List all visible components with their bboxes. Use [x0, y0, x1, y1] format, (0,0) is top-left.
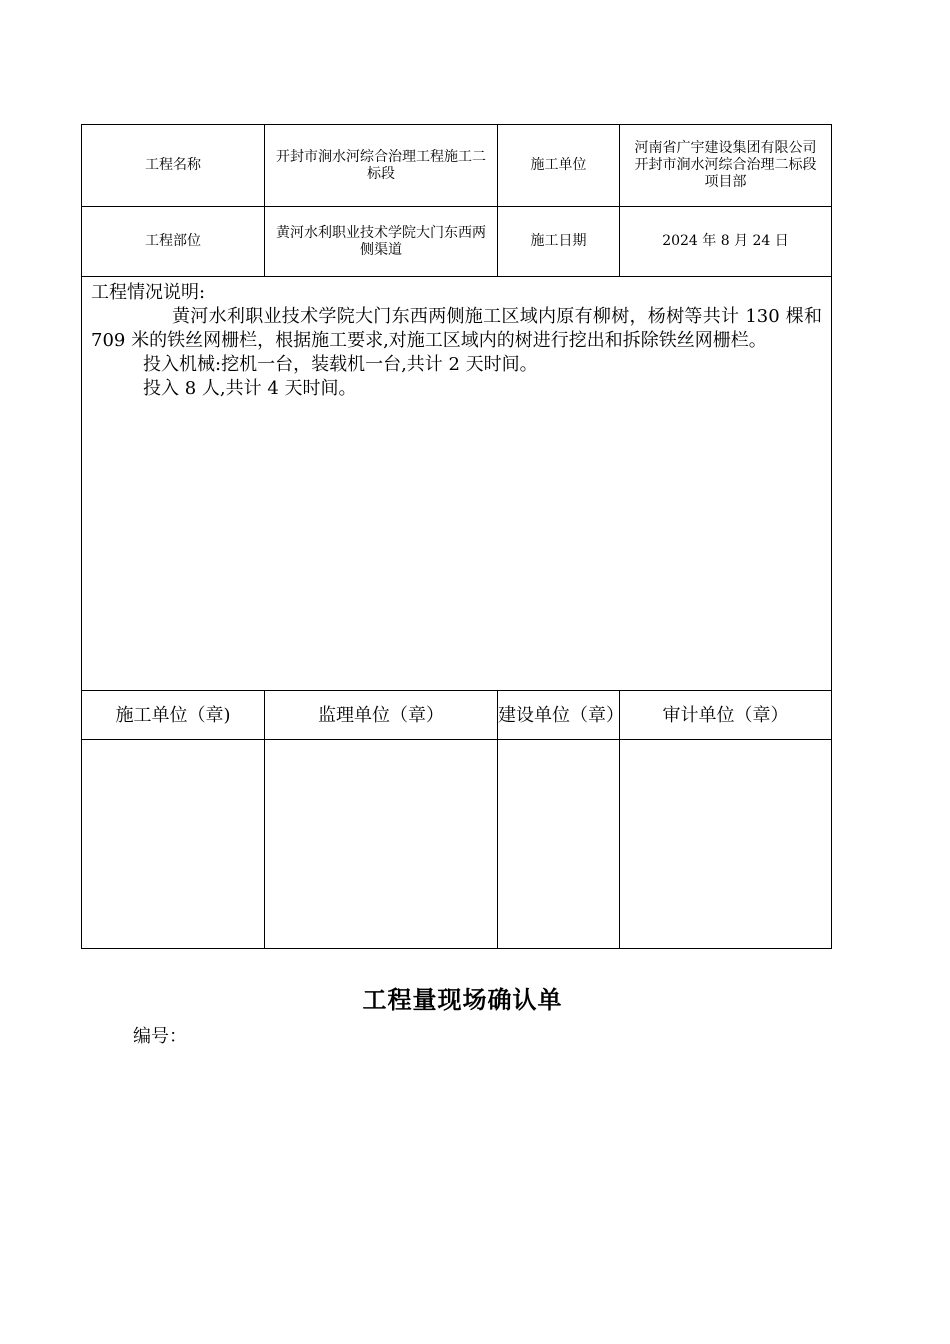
project-name-label: 工程名称 [82, 125, 265, 207]
document-number-label: 编号： [133, 1026, 187, 1047]
contractor-seal-area [82, 740, 265, 949]
description-text [82, 277, 831, 401]
project-location-label: 工程部位 [82, 207, 265, 277]
audit-seal-label: 审计单位（章） [620, 691, 832, 740]
project-name-value: 开封市涧水河综合治理工程施工二标段 [265, 125, 498, 207]
description-paragraph: 黄河水利职业技术学院大门东西两侧施工区域内原有柳树，杨树等共计 130 棵和 709 米的铁丝网栅栏，根据施工要求,对施工区域内的树进行挖出和拆除铁丝网栅栏。 [91, 306, 822, 351]
description-cell [82, 277, 832, 691]
supervisor-seal-label: 监理单位（章） [265, 691, 498, 740]
construction-date-value: 2024 年 8 月 24 日 [620, 207, 832, 277]
supervisor-seal-area [265, 740, 498, 949]
contractor-label: 施工单位 [498, 125, 620, 207]
confirmation-table [81, 124, 832, 949]
contractor-seal-label: 施工单位（章) [82, 691, 265, 740]
contractor-value: 河南省广宇建设集团有限公司开封市涧水河综合治理二标段项目部 [620, 125, 832, 207]
construction-date-label: 施工日期 [498, 207, 620, 277]
project-location-row [82, 207, 832, 277]
description-labor: 投入 8 人,共计 4 天时间。 [143, 378, 357, 399]
project-name-row [82, 125, 832, 207]
document-title: 工程量现场确认单 [362, 985, 563, 1014]
description-heading: 工程情况说明: [91, 282, 206, 303]
owner-seal-area [498, 740, 620, 949]
description-row [82, 277, 832, 691]
description-machinery: 投入机械:挖机一台，装载机一台,共计 2 天时间。 [143, 354, 538, 375]
project-location-value: 黄河水利职业技术学院大门东西两侧渠道 [265, 207, 498, 277]
audit-seal-area [620, 740, 832, 949]
signature-body-row [82, 740, 832, 949]
owner-seal-label: 建设单位（章） [498, 691, 620, 740]
signature-header-row [82, 691, 832, 740]
